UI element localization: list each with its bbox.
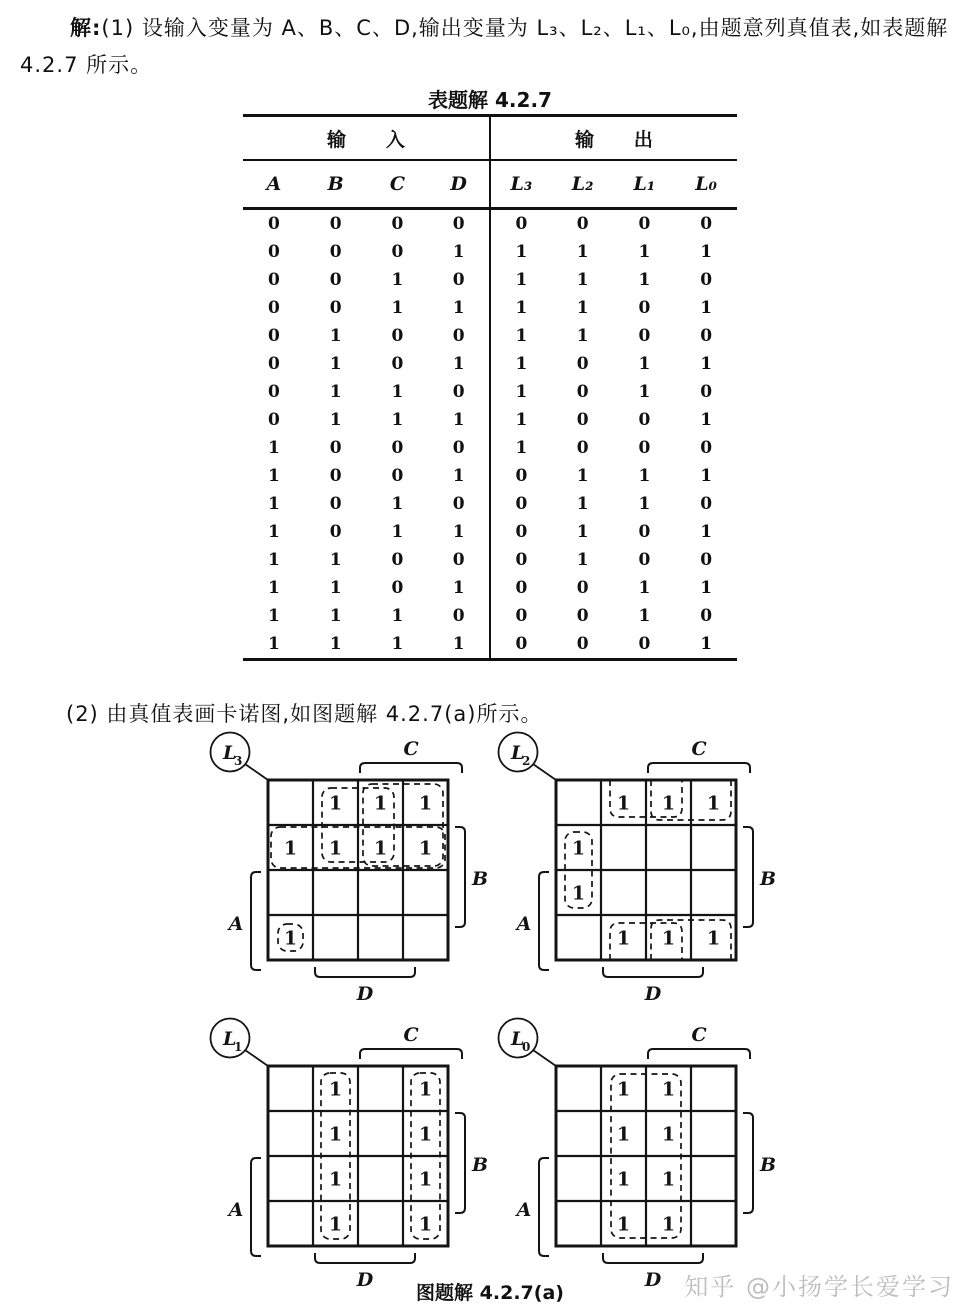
- truth-table-cell: 1: [452, 410, 465, 430]
- truth-table-cell: 0: [391, 438, 404, 458]
- truth-table-cell: 0: [267, 270, 280, 290]
- column-header-A: A: [243, 160, 305, 209]
- outputs-group-header-label: 输出: [575, 128, 693, 151]
- truth-table-cell: 1: [267, 522, 280, 542]
- column-header-L₀: L₀: [675, 160, 737, 209]
- kmap-cell-value: 1: [661, 1168, 676, 1191]
- truth-table-cell: 1: [452, 578, 465, 598]
- truth-table-cell: 0: [700, 214, 713, 234]
- truth-table-cell: 0: [700, 438, 713, 458]
- kmap-cell-value: 1: [661, 1078, 676, 1101]
- truth-table-body: [243, 209, 737, 660]
- table-row: [243, 630, 737, 660]
- kmap-output-label-base: L: [223, 1028, 237, 1050]
- table-row: [243, 434, 737, 462]
- truth-table-cell: 0: [452, 214, 465, 234]
- table-row: [243, 322, 737, 350]
- kmap-cell-value: 1: [661, 927, 676, 950]
- kmap-cell-value: 1: [283, 927, 298, 950]
- truth-table-cell: 1: [638, 354, 651, 374]
- truth-table-cell: 0: [329, 214, 342, 234]
- truth-table-cell: 1: [638, 382, 651, 402]
- truth-table-cell: 0: [638, 214, 651, 234]
- kmap-cell-value: 1: [661, 1123, 676, 1146]
- truth-table-cell: 1: [391, 298, 404, 318]
- outputs-group-header: [490, 116, 737, 161]
- axis-label-left: A: [228, 913, 244, 935]
- part2-text: (2) 由真值表画卡诺图,如图题解 4.2.7(a)所示。: [66, 702, 543, 726]
- truth-table-cell: 0: [490, 602, 552, 630]
- kmap-cell-value: 1: [661, 792, 676, 815]
- kmap-cell-value: 1: [661, 1213, 676, 1236]
- kmap-output-label-base: L: [511, 1028, 525, 1050]
- axis-label-top: C: [403, 738, 419, 760]
- axis-label-right: B: [759, 868, 777, 890]
- kmap-output-label-circle: [211, 733, 269, 781]
- axis-label-top: C: [403, 1024, 419, 1046]
- column-header-L₁: L₁: [614, 160, 676, 209]
- truth-table-cell: 1: [267, 550, 280, 570]
- column-header-D: D: [428, 160, 490, 209]
- truth-table-cell: 1: [490, 294, 552, 322]
- kmap-cell-value: 1: [283, 837, 298, 860]
- kmap-cell-value: 1: [373, 792, 388, 815]
- table-row: [243, 350, 737, 378]
- truth-table-cell: 1: [452, 522, 465, 542]
- table-row: [243, 378, 737, 406]
- truth-table-cell: 0: [267, 298, 280, 318]
- kmap-cell-value: 1: [418, 1078, 433, 1101]
- truth-table-cell: 1: [576, 326, 589, 346]
- kmap-output-label-circle: [499, 1019, 557, 1067]
- truth-table-cell: 0: [452, 494, 465, 514]
- truth-table-cell: 0: [576, 578, 589, 598]
- kmap-cell-value: 1: [616, 1213, 631, 1236]
- truth-table-cell: 0: [452, 606, 465, 626]
- truth-table-cell: 1: [576, 270, 589, 290]
- truth-table-cell: 1: [391, 522, 404, 542]
- column-header-C: C: [367, 160, 429, 209]
- truth-table-cell: 0: [391, 466, 404, 486]
- truth-table: [243, 114, 737, 661]
- truth-table-cell: 0: [638, 410, 651, 430]
- truth-table-cell: 1: [452, 298, 465, 318]
- truth-table-cell: 1: [452, 634, 465, 654]
- truth-table-cell: 1: [576, 494, 589, 514]
- truth-table-cell: 0: [329, 270, 342, 290]
- truth-table-cell: 0: [452, 326, 465, 346]
- axis-label-top: C: [691, 738, 707, 760]
- kmap-output-label-circle: [499, 733, 557, 781]
- truth-table-cell: 1: [267, 494, 280, 514]
- truth-table-cell: 0: [391, 550, 404, 570]
- truth-table-cell: 1: [700, 242, 713, 262]
- truth-table-cell: 1: [700, 298, 713, 318]
- truth-table-cell: 1: [267, 634, 280, 654]
- kmap-grid: [556, 1066, 736, 1246]
- truth-table-cell: 1: [267, 606, 280, 626]
- table-row: [243, 462, 737, 490]
- truth-table-cell: 1: [700, 354, 713, 374]
- truth-table-cell: 0: [267, 382, 280, 402]
- truth-table-cell: 0: [700, 270, 713, 290]
- truth-table-cell: 1: [329, 354, 342, 374]
- axis-label-right: B: [471, 1154, 489, 1176]
- truth-table-cell: 0: [452, 438, 465, 458]
- axis-label-right: B: [759, 1154, 777, 1176]
- truth-table-cell: 1: [391, 494, 404, 514]
- truth-table-cell: 0: [700, 382, 713, 402]
- truth-table-cell: 1: [638, 606, 651, 626]
- table-row: [243, 238, 737, 266]
- axis-label-right: B: [471, 868, 489, 890]
- axis-label-bottom: D: [644, 983, 662, 1005]
- truth-table-cell: 0: [329, 298, 342, 318]
- axis-label-top: C: [691, 1024, 707, 1046]
- truth-table-cell: 1: [576, 522, 589, 542]
- truth-table-cell: 1: [638, 270, 651, 290]
- truth-table-cell: 0: [638, 326, 651, 346]
- kmap-L1: [190, 1008, 502, 1304]
- truth-table-cell: 1: [267, 466, 280, 486]
- truth-table-cell: 1: [490, 406, 552, 434]
- truth-table-cell: 0: [267, 410, 280, 430]
- kmap-cell-value: 1: [616, 792, 631, 815]
- truth-table-cell: 1: [576, 298, 589, 318]
- kmap-cell-value: 1: [373, 837, 388, 860]
- kmap-output-label-sub: 1: [234, 1040, 243, 1054]
- kmap-output-label-sub: 2: [522, 754, 531, 768]
- truth-table-cell: 1: [329, 606, 342, 626]
- truth-table-cell: 0: [638, 550, 651, 570]
- kmap-cell-value: 1: [418, 1123, 433, 1146]
- inputs-group-header: [243, 116, 490, 161]
- kmap-figure-L3: [190, 722, 502, 1018]
- truth-table-cell: 0: [700, 494, 713, 514]
- truth-table-cell: 0: [490, 490, 552, 518]
- kmap-cell-value: 1: [571, 882, 586, 905]
- truth-table-cell: 0: [329, 522, 342, 542]
- truth-table-cell: 1: [391, 634, 404, 654]
- truth-table-cell: 1: [700, 522, 713, 542]
- kmap-cell-value: 1: [616, 1168, 631, 1191]
- truth-table-cell: 0: [490, 462, 552, 490]
- kmap-cell-value: 1: [616, 927, 631, 950]
- truth-table-cell: 0: [576, 410, 589, 430]
- table-row: [243, 266, 737, 294]
- table-row: [243, 294, 737, 322]
- truth-table-cell: 1: [267, 578, 280, 598]
- truth-table-cell: 0: [452, 550, 465, 570]
- kmap-cell-value: 1: [571, 837, 586, 860]
- truth-table-cell: 0: [329, 242, 342, 262]
- truth-table-cell: 0: [700, 606, 713, 626]
- truth-table-cell: 0: [700, 550, 713, 570]
- kmap-cell-value: 1: [328, 1123, 343, 1146]
- truth-table-cell: 0: [267, 326, 280, 346]
- kmap-cell-value: 1: [328, 1078, 343, 1101]
- truth-table-cell: 0: [329, 494, 342, 514]
- kmap-output-label-sub: 0: [522, 1040, 531, 1054]
- truth-table-cell: 1: [638, 578, 651, 598]
- truth-table-cell: 1: [452, 466, 465, 486]
- truth-table-cell: 0: [267, 242, 280, 262]
- intro-line-1-text: (1) 设输入变量为 A、B、C、D,输出变量为 L₃、L₂、L₁、L₀,由题意列真值表,如表题解: [101, 16, 949, 40]
- inputs-group-header-label: 输入: [327, 128, 445, 151]
- figure-caption: 图题解 4.2.7(a): [416, 1282, 564, 1304]
- truth-table-cell: 1: [700, 634, 713, 654]
- kmap-cell-value: 1: [418, 1168, 433, 1191]
- truth-table-cell: 0: [638, 634, 651, 654]
- intro-line-2: 4.2.7 所示。: [20, 53, 153, 77]
- kmap-L2: [478, 722, 790, 1018]
- truth-table-cell: 1: [638, 242, 651, 262]
- truth-table-cell: 1: [700, 466, 713, 486]
- truth-table-cell: 0: [576, 606, 589, 626]
- truth-table-cell: 1: [700, 410, 713, 430]
- axis-label-bottom: D: [356, 983, 374, 1005]
- solution-intro: [20, 10, 950, 84]
- kmap-L0: [478, 1008, 790, 1304]
- truth-table-cell: 0: [638, 438, 651, 458]
- truth-table-cell: 0: [638, 298, 651, 318]
- kmap-output-label-sub: 3: [234, 754, 243, 768]
- truth-table-cell: 1: [700, 578, 713, 598]
- truth-table-cell: 0: [490, 546, 552, 574]
- truth-table-cell: 1: [576, 242, 589, 262]
- truth-table-cell: 1: [638, 494, 651, 514]
- table-row: [243, 574, 737, 602]
- kmap-cell-value: 1: [706, 927, 721, 950]
- truth-table-cell: 0: [329, 438, 342, 458]
- kmap-L3: [190, 722, 502, 1018]
- truth-table-cell: 1: [490, 322, 552, 350]
- truth-table-cell: 1: [452, 354, 465, 374]
- kmap-cell-value: 1: [418, 792, 433, 815]
- truth-table-cell: 0: [452, 270, 465, 290]
- truth-table-cell: 0: [391, 214, 404, 234]
- axis-label-left: A: [516, 913, 532, 935]
- truth-table-cell: 1: [490, 378, 552, 406]
- column-header-L₃: L₃: [490, 160, 552, 209]
- axis-label-bottom: D: [356, 1269, 374, 1291]
- table-row: [243, 406, 737, 434]
- intro-line-1: [20, 10, 950, 47]
- truth-table-cell: 1: [267, 438, 280, 458]
- truth-table-cell: 0: [329, 466, 342, 486]
- kmap-cell-value: 1: [328, 792, 343, 815]
- truth-table-cell: 0: [576, 214, 589, 234]
- table-title: 表题解 4.2.7: [428, 88, 552, 112]
- truth-table-cell: 0: [452, 382, 465, 402]
- axis-label-left: A: [516, 1199, 532, 1221]
- axis-label-bottom: D: [644, 1269, 662, 1291]
- kmap-figure-L2: [478, 722, 790, 1018]
- truth-table-cell: 1: [391, 606, 404, 626]
- axis-label-left: A: [228, 1199, 244, 1221]
- kmap-output-label-circle: [211, 1019, 269, 1067]
- kmap-output-label-base: L: [511, 742, 525, 764]
- truth-table-cell: 0: [490, 518, 552, 546]
- truth-table-cell: 0: [391, 242, 404, 262]
- truth-table-cell: 0: [490, 630, 552, 660]
- truth-table-cell: 0: [267, 354, 280, 374]
- truth-table-cell: 1: [576, 466, 589, 486]
- truth-table-cell: 0: [391, 326, 404, 346]
- table-row: [243, 602, 737, 630]
- intro-prefix: 解:: [70, 16, 102, 40]
- truth-table-cell: 0: [638, 522, 651, 542]
- truth-table-cell: 1: [490, 434, 552, 462]
- truth-table-cell: 1: [329, 578, 342, 598]
- kmap-cell-value: 1: [706, 792, 721, 815]
- truth-table-cell: 1: [329, 326, 342, 346]
- kmap-cell-value: 1: [328, 1213, 343, 1236]
- truth-table-cell: 1: [452, 242, 465, 262]
- truth-table-cell: 1: [391, 382, 404, 402]
- kmap-cell-value: 1: [328, 837, 343, 860]
- truth-table-cell: 0: [490, 574, 552, 602]
- kmap-figure-L1: [190, 1008, 502, 1304]
- watermark: 知乎 @小扬学长爱学习: [684, 1273, 954, 1301]
- table-row: [243, 546, 737, 574]
- truth-table-cell: 0: [391, 354, 404, 374]
- column-header-L₂: L₂: [552, 160, 614, 209]
- truth-table-cell: 0: [576, 354, 589, 374]
- kmap-cell-value: 1: [616, 1078, 631, 1101]
- table-row: [243, 209, 737, 239]
- truth-table-cell: 1: [329, 634, 342, 654]
- kmap-cell-value: 1: [418, 837, 433, 860]
- truth-table-cell: 0: [391, 578, 404, 598]
- kmap-cell-value: 1: [418, 1213, 433, 1236]
- truth-table-cell: 0: [576, 438, 589, 458]
- truth-table-cell: 1: [329, 410, 342, 430]
- kmap-cell-value: 1: [328, 1168, 343, 1191]
- truth-table-cell: 1: [391, 410, 404, 430]
- truth-table-cell: 1: [490, 238, 552, 266]
- table-row: [243, 490, 737, 518]
- truth-table-cell: 0: [576, 382, 589, 402]
- truth-table-cell: 0: [700, 326, 713, 346]
- truth-table-cell: 1: [329, 550, 342, 570]
- truth-table-cell: 0: [576, 634, 589, 654]
- truth-table-cell: 1: [490, 350, 552, 378]
- truth-table-head: [243, 116, 737, 209]
- truth-table-cell: 1: [576, 550, 589, 570]
- truth-table-cell: 1: [638, 466, 651, 486]
- truth-table-cell: 1: [490, 266, 552, 294]
- truth-table-cell: 1: [391, 270, 404, 290]
- truth-table-cell: 0: [267, 214, 280, 234]
- truth-table-cell: 1: [329, 382, 342, 402]
- table-row: [243, 518, 737, 546]
- kmap-figure-L0: [478, 1008, 790, 1304]
- column-header-B: B: [305, 160, 367, 209]
- kmap-output-label-base: L: [223, 742, 237, 764]
- truth-table-cell: 0: [490, 209, 552, 239]
- kmap-cell-value: 1: [616, 1123, 631, 1146]
